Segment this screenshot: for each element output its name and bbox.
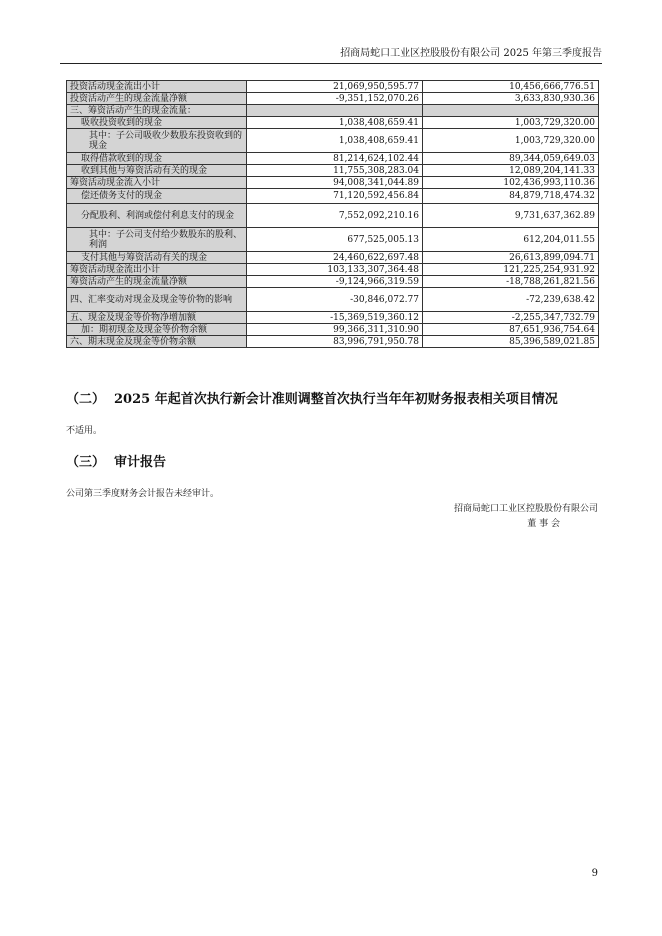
prior-period-value: 85,396,589,021.85 [423,336,599,348]
row-label: 偿还债务支付的现金 [67,189,247,204]
prior-period-value: 1,003,729,320.00 [423,117,599,129]
section-3-body: 公司第三季度财务会计报告未经审计。 [66,489,220,499]
prior-period-value: 9,731,637,362.89 [423,204,599,228]
prior-period-value: 612,204,011.55 [423,228,599,252]
current-period-value: 83,996,791,950.78 [247,336,423,348]
prior-period-value: 84,879,718,474.32 [423,189,599,204]
page-number: 9 [591,868,598,879]
current-period-value: 677,525,005.13 [247,228,423,252]
section-2-heading [66,391,558,409]
row-label: 投资活动产生的现金流量净额 [67,93,247,105]
current-period-value: 7,552,092,210.16 [247,204,423,228]
current-period-value: 99,366,311,310.90 [247,324,423,336]
table-row [67,312,599,324]
prior-period-value: 12,089,204,141.33 [423,165,599,177]
prior-period-value: 26,613,899,094.71 [423,252,599,264]
prior-period-value: 87,651,936,754.64 [423,324,599,336]
table-row [67,324,599,336]
table-row [67,81,599,93]
table-row [67,228,599,252]
table-row [67,105,599,117]
cash-flow-table [66,80,599,348]
section-2-title: 2025 年起首次执行新会计准则调整首次执行当年年初财务报表相关项目情况 [114,392,558,407]
current-period-value: 21,069,950,595.77 [247,81,423,93]
prior-period-value: 10,456,666,776.51 [423,81,599,93]
table-row [67,288,599,312]
table-row [67,264,599,276]
section-2-body: 不适用。 [66,426,103,436]
row-label: 支付其他与筹资活动有关的现金 [67,252,247,264]
current-period-value: 94,008,341,044.89 [247,177,423,189]
row-label: 收到其他与筹资活动有关的现金 [67,165,247,177]
row-label: 投资活动现金流出小计 [67,81,247,93]
prior-period-value: -72,239,638.42 [423,288,599,312]
current-period-value: -30,846,072.77 [247,288,423,312]
table-row [67,336,599,348]
section-2-number: （二） [66,392,106,407]
current-period-value: -15,369,519,360.12 [247,312,423,324]
table-row [67,189,599,204]
current-period-value: 1,038,408,659.41 [247,129,423,153]
prior-period-value: 1,003,729,320.00 [423,129,599,153]
current-period-value: 11,755,308,283.04 [247,165,423,177]
table-row [67,252,599,264]
header-divider [60,63,602,64]
row-label: 筹资活动产生的现金流量净额 [67,276,247,288]
row-label: 吸收投资收到的现金 [67,117,247,129]
current-period-value: -9,124,966,319.59 [247,276,423,288]
current-period-value: -9,351,152,070.26 [247,93,423,105]
table-row [67,153,599,165]
page-header: 招商局蛇口工业区控股股份有限公司 2025 年第三季度报告 [340,48,602,59]
row-label: 三、筹资活动产生的现金流量： [67,105,247,117]
prior-period-value: 3,633,830,930.36 [423,93,599,105]
row-label: 取得借款收到的现金 [67,153,247,165]
row-label: 六、期末现金及现金等价物余额 [67,336,247,348]
row-label: 五、现金及现金等价物净增加额 [67,312,247,324]
table-row [67,177,599,189]
row-label: 其中：子公司吸收少数股东投资收到的现金 [67,129,247,153]
table-row [67,165,599,177]
row-label: 筹资活动现金流入小计 [67,177,247,189]
signature-company: 招商局蛇口工业区控股股份有限公司 [453,504,598,514]
table-row [67,204,599,228]
current-period-value [247,105,423,117]
current-period-value: 81,214,624,102.44 [247,153,423,165]
section-3-number: （三） [66,455,106,470]
row-label: 加：期初现金及现金等价物余额 [67,324,247,336]
current-period-value: 1,038,408,659.41 [247,117,423,129]
prior-period-value: 121,225,254,931.92 [423,264,599,276]
table-row [67,117,599,129]
current-period-value: 103,133,307,364.48 [247,264,423,276]
signature-board: 董 事 会 [527,519,560,529]
prior-period-value: -18,788,261,821.56 [423,276,599,288]
row-label: 分配股利、利润或偿付利息支付的现金 [67,204,247,228]
table-row [67,276,599,288]
current-period-value: 24,460,622,697.48 [247,252,423,264]
current-period-value: 71,120,592,456.84 [247,189,423,204]
prior-period-value: -2,255,347,732.79 [423,312,599,324]
section-3-title: 审计报告 [114,455,167,470]
row-label: 筹资活动现金流出小计 [67,264,247,276]
table-row [67,93,599,105]
table-row [67,129,599,153]
prior-period-value: 89,344,059,649.03 [423,153,599,165]
row-label: 其中：子公司支付给少数股东的股利、利润 [67,228,247,252]
prior-period-value: 102,436,993,110.36 [423,177,599,189]
row-label: 四、汇率变动对现金及现金等价物的影响 [67,288,247,312]
section-3-heading [66,454,166,472]
prior-period-value [423,105,599,117]
